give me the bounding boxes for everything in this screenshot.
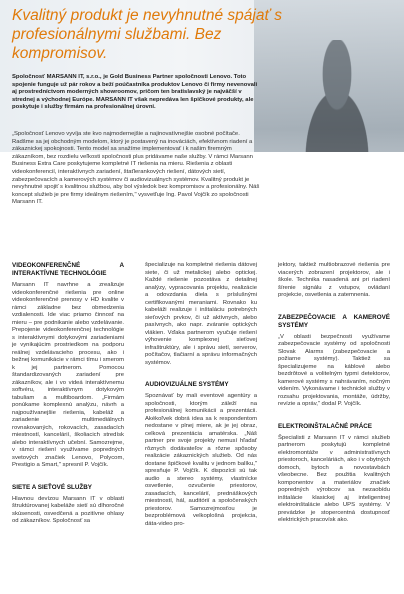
section-body: „V oblasti bezpečnosti využívame zabezpečovacie systémy od spoločnosti Slovak Alarms (zabezpečovacie a požiarne systémy). Taktiež sa špecializujeme na káblové alebo bezdrôtové a volitelným typmi detektorov, kamerové systémy s nahrávaním, nočným videním. Vykonávame i technické služby v rozsahu projektovania, montáže, údržby, revízie a opráv," dodal P. Vojčík.: [278, 333, 390, 407]
column-1: [12, 262, 124, 532]
column-2: [145, 262, 257, 534]
section-body: špecializuje na kompletné riešenia dátovej siete, či už metalickej alebo optickej. Každé riešenie pozostáva z detailnej analýzy, vypracovania projektu, realizácie a odovzdania diela s príslušnými certifikovanými meraniami. Rovnako ku kabeláži realizuje i inštaláciu potrebných sieťových prvkov, či už aktívnych, alebo pasívnych, ako napr. zváranie optických vlákien. Vďaka partnerom vyučuje riešení výhovenie komplexnej sieťovej infraštruktúry, ale i správu sietí, serverov, počítačov, tlačiarní a správu informačných systémov.: [145, 262, 257, 366]
headline: Kvalitný produkt je nevyhnutné spájať s profesionálnymi službami. Bez kompromisov.: [12, 7, 283, 62]
quote-paragraph: „Spoločnosť Lenovo vyvíja ste kvo najmodernejšie a najinovatívnejšie osobné počítače. Radšme sa jej obchodným modelom, ktorý je postavený na inováciách, efektívnom riadení a zákaznickej spokojnosti. Tento model sa snažíme implementovať i k našim firemným zákazníkom, bez rozdielu veľkosti spoločnosti plus pridávame naše služby. V rámci Marsann Business Extra Care poskytujeme kompletné IT riešenia na mieru. Riešenia z oblasti videokonferencií, interaktívnych zariadení, štaťlerankových riešení, dátových sietí, zabezpečovacích a kamerových systémov či audiovizuálnych systémov. Kvalitný produkt je nevyhnutné spojiť s kvalitnou službou, aby bol výsledok bez kompromisov a profesionálny. Náš koncept služieb je pre firmy ideálnym riešením," vysvetľuje Ing. Pavol Vojčík zo spoločnosti Marsann IT.: [12, 131, 260, 206]
section-heading: ELEKTROINŠTALAČNÉ PRÁCE: [278, 422, 372, 430]
section-body: Hlavnou devízou Marsann IT v oblasti štruktúrovanej kabeláže sietí sú dlhoročné skúsenosti, osvedčená a pozitívne ohlasy od zákazníkov. Spoločnosť sa: [12, 495, 124, 524]
section-heading: ZABEZPEČOVACIE A KAMEROVÉ SYSTÉMY: [278, 313, 390, 329]
section-body: Spoznávať by mali eventové agentúry a spoločnosti, ktorým záleží na profesionálnej komunikácii a prezentácii. Akékoľvek dobrá idea sa k respondentom nedostane v plnej miere, ak je jej obraz, celková prezentácia amatérska. „Náš partner pre svoje projekty nemusí hľadať rôznych dodávateľov a rôzne spôsoby realizácie zákaznických služieb. Od nás dostane špičkové kvalitu v jednom balíku," spresňuje P. Vojčík. K dispozícii sú tak audio a stereo systémy, vlastnícke osvetlenie, ozvučenie priestorov, zasadacích, kancelárií, prednáškových miestností, hál, auditórií a spoločenských priestorov. Samozrejmosťou je bezproblémová velkoplošná projekcia, dáta-video pro-: [145, 393, 257, 527]
intro-paragraph: Spoločnosť MARSANN IT, s.r.o., je Gold Business Partner spoločnosti Lenovo. Toto spojenie funguje už pár rokov a beží poúčastníka produktov Lenovo či firmy nevenovali aj prostredníctvom moderných showroomov, pričom ten bratislavský je najväčší v strednej a východnej Európe. MARSANN IT však nepredáva len špičkové produkty, ale poskytuje i služby firmám na profesionálnej úrovni.: [12, 74, 258, 111]
section-body: Marsann IT navrhne a zrealizuje videokonferenčné riešenia pre online videokonferenčné prenosy v HD kvalite v rámci základne bez obmedzenia vzdialenosti. Ide viac priamo činnosť na mieru – pre podnikanie alebo vzdelávanie. Prepojenie videokonferenčnej technológie s interaktívnymi dotykovými zariadeniami je vynikajúcim prostriedkom na podporu reálnej vzdelávacieho procesu, ako i bežnej komunikácie v rámci tímu i smerom k jej partnerom. Pomocou štandardizovaných zariadení pre zákazníkov, ale i vo videá interaktívnemu softvéru, interaktívnym dotykovým tabuliam a multiboardom. „Firmám ponúkame komplexnú analýzu, návrh a najpoužívanejšie riešenia, kabeláž a zariadenie multimediálnych rovnakovaných, rokovacích, zasadacích miestností, kancelárií, školiacich stredísk alebo interaktívnych učební. Samozrejme, v rámci riešení využívame popredných svetových značiek Lenovo, Polycom, Prestigio a Smart," spresnil P. Vojčík.: [12, 282, 124, 468]
column-3: [278, 262, 390, 531]
section-heading: AUDIOVIZUÁLNE SYSTÉMY: [145, 381, 229, 388]
section-body: Špecialisti z Marsann IT v rámci služieb partnerom poskytujú kompletné elektromontáže v administratívnych priestoroch, kanceláriách, ako i v obytných domoch, bytoch a novostavbách všeobecne. Bez použitia kvalitných komponentov a materiálov značiek popredných výrobcov sa nezaobídu inštalácie klasickej aj inteligentnej elektroinštalácie alebo UPS systémy. V prevádzke je stopercentná dostupnosť elektrických pracovísk ako.: [278, 434, 390, 523]
section-heading: SIETE A SIEŤOVÉ SLUŽBY: [12, 483, 93, 491]
section-body: jektory, taktiež multiobrazové riešenia pre viacerých zobrazení projektorov, ale i škole. Technika nasadená ani pri riadení šírenie signálu z vstupov, ovládaní projekcie, osvetlenia a zatemnenia.: [278, 262, 390, 298]
section-heading: VIDEOKONFERENČNÉ A INTERAKTÍVNE TECHNOLÓGIE: [12, 262, 124, 277]
